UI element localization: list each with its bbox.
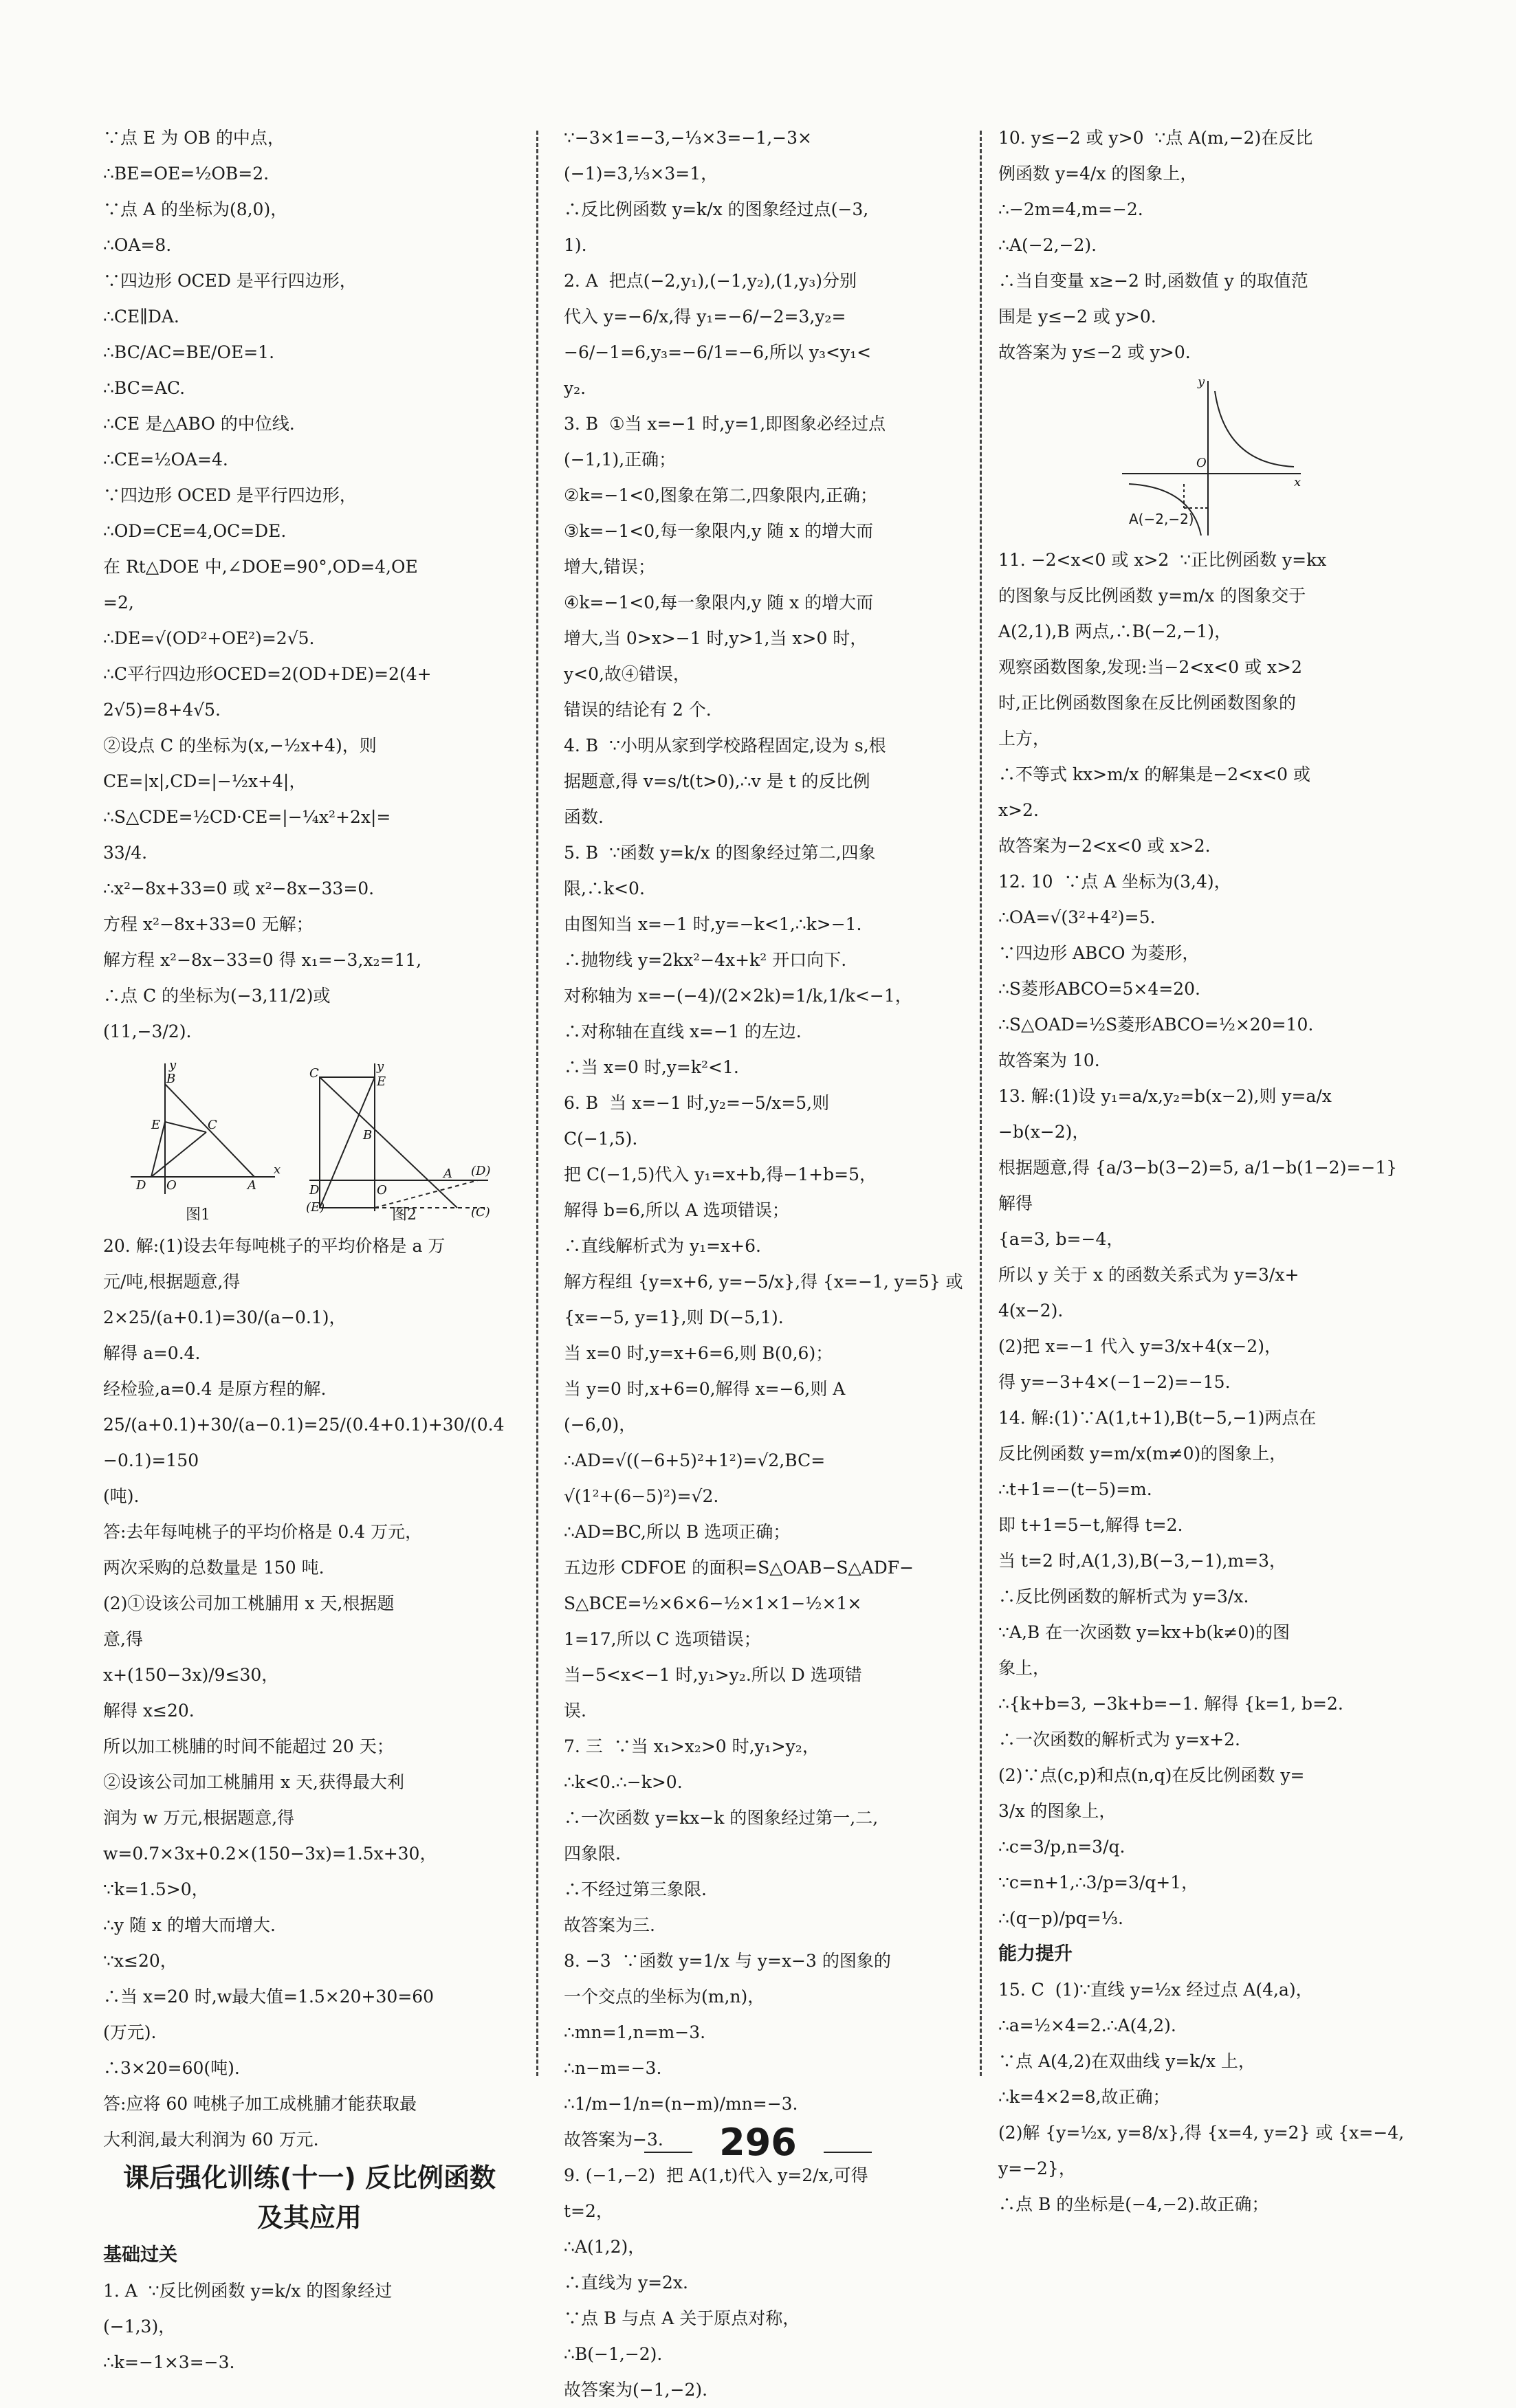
- figure-2-label: 图2: [392, 1206, 417, 1224]
- text-line: 根据题意,得 {a/3−b(3−2)=5, a/1−b(1−2)=−1} 解得: [998, 1158, 1403, 1213]
- text-line: ∴直线为 y=2x.: [564, 2273, 688, 2293]
- text-line: 元/吨,根据题意,得: [103, 1272, 241, 1292]
- text-line: 25/(a+0.1)+30/(a−0.1)=25/(0.4+0.1)+30/(0.4−0.1)=150: [103, 1415, 505, 1470]
- svg-text:B: B: [166, 1072, 176, 1086]
- text-line: C(−1,5).: [564, 1129, 638, 1149]
- text-line: 故答案为 y≤−2 或 y>0.: [998, 342, 1191, 362]
- text-line: 方程 x²−8x+33=0 无解；: [103, 914, 314, 934]
- text-line: 函数.: [564, 807, 604, 827]
- text-line: 解得 a=0.4.: [103, 1343, 201, 1363]
- text-line: ∴S菱形ABCO=5×4=20.: [998, 979, 1200, 999]
- text-line: ∴A(1,2)，: [564, 2237, 646, 2257]
- svg-text:(E): (E): [306, 1200, 325, 1215]
- text-line: 例函数 y=4/x 的图象上，: [998, 164, 1198, 184]
- text-line: ∵A,B 在一次函数 y=kx+b(k≠0)的图: [998, 1622, 1290, 1642]
- text-line: 增大,当 0>x>−1 时,y>1,当 x>0 时，: [564, 628, 868, 648]
- text-line: (−1,1),正确；: [564, 450, 677, 470]
- text-line: 反比例函数 y=m/x(m≠0)的图象上，: [998, 1444, 1287, 1463]
- text-line: 即 t+1=5−t,解得 t=2.: [998, 1515, 1183, 1535]
- svg-text:x: x: [274, 1162, 281, 1177]
- text-line: 4. B ∵小明从家到学校路程固定,设为 s,根: [564, 736, 886, 755]
- text-line: 当 x=0 时,y=x+6=6,则 B(0,6)；: [564, 1343, 833, 1363]
- text-line: 经检验,a=0.4 是原方程的解.: [103, 1379, 327, 1399]
- text-line: 2. A 把点(−2,y₁),(−1,y₂),(1,y₃)分别: [564, 271, 857, 291]
- text-line: ∴n−m=−3.: [564, 2058, 662, 2078]
- hyperbola-graph: [998, 371, 1411, 542]
- geometry-figures: [103, 1057, 516, 1222]
- text-line: ∴不经过第三象限.: [564, 1879, 707, 1899]
- text-line: 3/x 的图象上，: [998, 1801, 1117, 1821]
- text-line: ∵−3×1=−3,−⅓×3=−1,−3×: [564, 128, 812, 148]
- svg-text:A: A: [248, 1178, 256, 1193]
- text-line: ∴k=−1×3=−3.: [103, 2352, 235, 2372]
- text-line: ∴{k+b=3, −3k+b=−1. 解得 {k=1, b=2.: [998, 1694, 1343, 1714]
- text-line: ∴AD=√((−6+5)²+1²)=√2,BC=: [564, 1450, 826, 1470]
- text-line: 故答案为−2<x<0 或 x>2.: [998, 836, 1211, 856]
- text-line: ∴BC=AC.: [103, 378, 186, 398]
- text-line: (11,−3/2).: [103, 1021, 192, 1041]
- text-line: ∵x≤20，: [103, 1951, 177, 1971]
- text-line: 当 t=2 时,A(1,3),B(−3,−1),m=3，: [998, 1551, 1287, 1571]
- footer-dash-right: [824, 2152, 872, 2153]
- text-line: 意,得: [103, 1629, 143, 1649]
- text-line: 12. 10 ∵点 A 坐标为(3,4)，: [998, 872, 1231, 892]
- text-line: ∴一次函数的解析式为 y=x+2.: [998, 1730, 1240, 1749]
- page-footer: [0, 2121, 1516, 2164]
- svg-text:y: y: [377, 1059, 384, 1074]
- text-line: {a=3, b=−4，: [998, 1229, 1124, 1249]
- column-right: [998, 120, 1411, 2214]
- text-line: ∴x²−8x+33=0 或 x²−8x−33=0.: [103, 879, 375, 898]
- text-line: ∴一次函数 y=kx−k 的图象经过第一,二,: [564, 1808, 879, 1828]
- text-line: ∵点 E 为 OB 的中点，: [103, 128, 285, 148]
- svg-text:O: O: [377, 1183, 387, 1197]
- text-line: 所以 y 关于 x 的函数关系式为 y=3/x+: [998, 1265, 1299, 1285]
- text-line: ③k=−1<0,每一象限内,y 随 x 的增大而: [564, 521, 874, 541]
- svg-text:O: O: [1196, 456, 1207, 470]
- text-line: −6/−1=6,y₃=−6/1=−6,所以 y₃<y₁<: [564, 342, 872, 362]
- text-line: ∴当 x=20 时,w最大值=1.5×20+30=60: [103, 1987, 435, 2007]
- text-line: t=2，: [564, 2201, 613, 2221]
- text-line: √(1²+(6−5)²)=√2.: [564, 1486, 719, 1506]
- footer-dash-left: [644, 2152, 692, 2153]
- text-line: ∴mn=1,n=m−3.: [564, 2022, 706, 2042]
- text-line: 误.: [564, 1701, 586, 1721]
- text-line: (2)把 x=−1 代入 y=3/x+4(x−2)，: [998, 1336, 1282, 1356]
- text-line: ∵四边形 ABCO 为菱形，: [998, 943, 1200, 963]
- text-line: 故答案为 10.: [998, 1050, 1100, 1070]
- svg-text:C: C: [208, 1118, 217, 1132]
- text-line: CE=|x|,CD=|−½x+4|，: [103, 771, 307, 791]
- text-line: ∴直线解析式为 y₁=x+6.: [564, 1236, 761, 1256]
- section-title-line1: 课后强化训练(十一) 反比例函数: [123, 2163, 496, 2193]
- text-line: ∴对称轴在直线 x=−1 的左边.: [564, 1021, 802, 1041]
- text-line: ∴c=3/p,n=3/q.: [998, 1837, 1125, 1857]
- point-a-label: A(−2,−2): [1129, 511, 1194, 527]
- text-line: ∴S△CDE=½CD·CE=|−¼x²+2x|=: [103, 807, 391, 827]
- text-line: 故答案为−3.: [564, 2130, 663, 2150]
- text-line: ∴OD=CE=4,OC=DE.: [103, 521, 287, 541]
- text-line: ②k=−1<0,图象在第二,四象限内,正确；: [564, 485, 878, 505]
- text-line: ∵点 B 与点 A 关于原点对称，: [564, 2308, 800, 2328]
- text-line: 1).: [564, 235, 587, 255]
- text-line: ∴OA=8.: [103, 235, 172, 255]
- text-line: ∴当 x=0 时,y=k²<1.: [564, 1057, 739, 1077]
- text-line: ∴DE=√(OD²+OE²)=2√5.: [103, 628, 315, 648]
- text-line: ∴CE 是△ABO 的中位线.: [103, 414, 295, 434]
- text-line: ∵k=1.5>0，: [103, 1879, 209, 1899]
- text-line: 6. B 当 x=−1 时,y₂=−5/x=5,则: [564, 1093, 830, 1113]
- text-line: ∴S△OAD=½S菱形ABCO=½×20=10.: [998, 1015, 1314, 1035]
- text-line: (2)解 {y=½x, y=8/x},得 {x=4, y=2} 或 {x=−4, y=−2}，: [998, 2123, 1410, 2178]
- text-line: 解得 b=6,所以 A 选项错误；: [564, 1200, 789, 1220]
- text-line: ∴k<0.∴−k>0.: [564, 1772, 683, 1792]
- text-line: ∴反比例函数 y=k/x 的图象经过点(−3,: [564, 199, 869, 219]
- svg-text:A: A: [443, 1167, 452, 1181]
- text-line: (−6,0)，: [564, 1415, 637, 1435]
- text-line: ∴k=4×2=8,故正确；: [998, 2087, 1170, 2107]
- text-line: 解方程组 {y=x+6, y=−5/x},得 {x=−1, y=5} 或: [564, 1272, 963, 1292]
- text-line: 四象限.: [564, 1844, 621, 1864]
- svg-text:y: y: [1198, 375, 1205, 389]
- text-line: (万元).: [103, 2022, 157, 2042]
- text-line: 在 Rt△DOE 中,∠DOE=90°,OD=4,OE: [103, 557, 418, 577]
- text-line: ∵点 A(4,2)在双曲线 y=k/x 上，: [998, 2051, 1255, 2071]
- text-line: 故答案为三.: [564, 1915, 655, 1935]
- text-line: A(2,1),B 两点,∴B(−2,−1)，: [998, 621, 1232, 641]
- figure-diagrams: [103, 1057, 516, 1222]
- text-line: ∴A(−2,−2).: [998, 235, 1097, 255]
- text-line: 当−5<x<−1 时,y₁>y₂.所以 D 选项错: [564, 1665, 862, 1685]
- figure-1-label: 图1: [186, 1206, 210, 1224]
- text-line: ∴−2m=4,m=−2.: [998, 199, 1143, 219]
- text-line: ∵四边形 OCED 是平行四边形，: [103, 271, 357, 291]
- text-line: 7. 三 ∵当 x₁>x₂>0 时,y₁>y₂，: [564, 1736, 820, 1756]
- text-line: 2√5)=8+4√5.: [103, 700, 221, 720]
- text-line: 答:应将 60 吨桃子加工成桃脯才能获取最: [103, 2094, 417, 2114]
- text-line: 限,∴k<0.: [564, 879, 645, 898]
- text-line: 14. 解:(1)∵A(1,t+1),B(t−5,−1)两点在: [998, 1408, 1317, 1428]
- text-line: 9. (−1,−2) 把 A(1,t)代入 y=2/x,可得: [564, 2165, 868, 2185]
- text-line: ∴C平行四边形OCED=2(OD+DE)=2(4+: [103, 664, 432, 684]
- text-line: 5. B ∵函数 y=k/x 的图象经过第二,四象: [564, 843, 876, 863]
- text-line: ∴(q−p)/pq=⅓.: [998, 1908, 1123, 1928]
- text-line: 润为 w 万元,根据题意,得: [103, 1808, 295, 1828]
- text-line: 的图象与反比例函数 y=m/x 的图象交于: [998, 586, 1306, 606]
- text-line: y₂.: [564, 378, 586, 398]
- text-line: 3. B ①当 x=−1 时,y=1,即图象必经过点: [564, 414, 886, 434]
- column-divider-left: [536, 131, 538, 2076]
- text-line: 增大,错误；: [564, 557, 655, 577]
- svg-text:y: y: [169, 1058, 177, 1072]
- text-line: (2)∵点(c,p)和点(n,q)在反比例函数 y=: [998, 1765, 1305, 1785]
- text-line: (−1,3)，: [103, 2317, 176, 2337]
- subhead-basic: 基础过关: [103, 2244, 177, 2266]
- text-line: ②设该公司加工桃脯用 x 天,获得最大利: [103, 1772, 404, 1792]
- svg-text:D: D: [136, 1178, 146, 1193]
- text-line: 11. −2<x<0 或 x>2 ∵正比例函数 y=kx: [998, 550, 1327, 570]
- text-line: (−1)=3,⅓×3=1，: [564, 164, 718, 184]
- text-line: 2×25/(a+0.1)=30/(a−0.1)，: [103, 1307, 347, 1327]
- text-line: ∵点 A 的坐标为(8,0)，: [103, 199, 288, 219]
- text-line: ∴点 C 的坐标为(−3,11/2)或: [103, 986, 331, 1006]
- text-line: −b(x−2)，: [998, 1122, 1090, 1142]
- text-line: (2)①设该公司加工桃脯用 x 天,根据题: [103, 1593, 395, 1613]
- text-line: 故答案为(−1,−2).: [564, 2380, 708, 2400]
- text-line: 8. −3 ∵函数 y=1/x 与 y=x−3 的图象的: [564, 1951, 891, 1971]
- page-number: 296: [719, 2121, 797, 2164]
- svg-text:x: x: [1294, 475, 1301, 489]
- text-line: ∴B(−1,−2).: [564, 2344, 663, 2364]
- text-line: ④k=−1<0,每一象限内,y 随 x 的增大而: [564, 593, 874, 612]
- text-line: 据题意,得 v=s/t(t>0),∴v 是 t 的反比例: [564, 771, 870, 791]
- text-line: ∴反比例函数的解析式为 y=3/x.: [998, 1587, 1249, 1606]
- text-line: 得 y=−3+4×(−1−2)=−15.: [998, 1372, 1231, 1392]
- text-line: ∴当自变量 x≥−2 时,函数值 y 的取值范: [998, 271, 1308, 291]
- text-line: ∴BE=OE=½OB=2.: [103, 164, 270, 184]
- text-line: 对称轴为 x=−(−4)/(2×2k)=1/k,1/k<−1，: [564, 986, 912, 1006]
- text-line: ∴BC/AC=BE/OE=1.: [103, 342, 275, 362]
- text-line: S△BCE=½×6×6−½×1×1−½×1×: [564, 1593, 862, 1613]
- text-line: 把 C(−1,5)代入 y₁=x+b,得−1+b=5，: [564, 1164, 877, 1184]
- text-line: 10. y≤−2 或 y>0 ∵点 A(m,−2)在反比: [998, 128, 1313, 148]
- text-line: ∵c=n+1,∴3/p=3/q+1，: [998, 1873, 1199, 1892]
- text-line: 观察函数图象,发现:当−2<x<0 或 x>2: [998, 657, 1302, 677]
- text-line: ∴AD=BC,所以 B 选项正确；: [564, 1522, 791, 1542]
- text-line: 所以加工桃脯的时间不能超过 20 天；: [103, 1736, 394, 1756]
- svg-text:B: B: [363, 1128, 373, 1142]
- text-line: 33/4.: [103, 843, 148, 863]
- text-line: 两次采购的总数量是 150 吨.: [103, 1558, 325, 1578]
- text-line: y<0,故④错误，: [564, 664, 690, 684]
- column-left: [103, 120, 516, 2372]
- text-line: {x=−5, y=1},则 D(−5,1).: [564, 1307, 784, 1327]
- subhead-ability: 能力提升: [998, 1943, 1073, 1965]
- text-line: 答:去年每吨桃子的平均价格是 0.4 万元，: [103, 1522, 423, 1542]
- text-line: 上方，: [998, 729, 1051, 749]
- text-line: 1. A ∵反比例函数 y=k/x 的图象经过: [103, 2281, 393, 2301]
- text-line: 解方程 x²−8x−33=0 得 x₁=−3,x₂=11,: [103, 950, 422, 970]
- inverse-function-graph: [998, 371, 1411, 542]
- text-line: ∴t+1=−(t−5)=m.: [998, 1479, 1152, 1499]
- text-line: 4(x−2).: [998, 1301, 1064, 1321]
- text-line: (吨).: [103, 1486, 140, 1506]
- text-line: 错误的结论有 2 个.: [564, 700, 712, 720]
- column-divider-right: [980, 131, 982, 2076]
- text-line: 当 y=0 时,x+6=0,解得 x=−6,则 A: [564, 1379, 846, 1399]
- text-line: ∴1/m−1/n=(n−m)/mn=−3.: [564, 2094, 798, 2114]
- text-line: 围是 y≤−2 或 y>0.: [998, 307, 1156, 327]
- text-line: 20. 解:(1)设去年每吨桃子的平均价格是 a 万: [103, 1236, 446, 1256]
- text-line: ∴a=½×4=2.∴A(4,2).: [998, 2015, 1176, 2035]
- text-line: 一个交点的坐标为(m,n)，: [564, 1987, 765, 2007]
- svg-text:D: D: [309, 1183, 320, 1197]
- text-line: 时,正比例函数图象在反比例函数图象的: [998, 693, 1296, 713]
- text-line: 解得 x≤20.: [103, 1701, 195, 1721]
- text-line: 大利润,最大利润为 60 万元.: [103, 2130, 319, 2150]
- text-line: x>2.: [998, 800, 1039, 820]
- text-line: 代入 y=−6/x,得 y₁=−6/−2=3,y₂=: [564, 307, 846, 327]
- text-line: 五边形 CDFOE 的面积=S△OAB−S△ADF−: [564, 1558, 914, 1578]
- text-line: x+(150−3x)/9≤30，: [103, 1665, 279, 1685]
- svg-text:(C): (C): [471, 1205, 490, 1219]
- text-line: ∴CE=½OA=4.: [103, 450, 228, 470]
- text-line: 由图知当 x=−1 时,y=−k<1,∴k>−1.: [564, 914, 862, 934]
- text-line: ∴OA=√(3²+4²)=5.: [998, 907, 1156, 927]
- text-line: ∴不等式 kx>m/x 的解集是−2<x<0 或: [998, 764, 1311, 784]
- section-title-line2: 及其应用: [256, 2202, 362, 2233]
- text-line: 15. C (1)∵直线 y=½x 经过点 A(4,a)，: [998, 1980, 1313, 2000]
- text-line: 象上，: [998, 1658, 1051, 1678]
- text-line: ∴3×20=60(吨).: [103, 2058, 240, 2078]
- text-line: ∴CE∥DA.: [103, 307, 179, 327]
- svg-text:O: O: [166, 1178, 177, 1193]
- text-line: ∴抛物线 y=2kx²−4x+k² 开口向下.: [564, 950, 847, 970]
- text-line: ②设点 C 的坐标为(x,−½x+4)，则: [103, 736, 377, 755]
- text-line: =2,: [103, 593, 134, 612]
- text-line: 13. 解:(1)设 y₁=a/x,y₂=b(x−2),则 y=a/x: [998, 1086, 1332, 1106]
- svg-text:C: C: [309, 1066, 319, 1081]
- svg-text:(D): (D): [471, 1164, 491, 1178]
- svg-text:E: E: [377, 1074, 386, 1089]
- text-line: ∴点 B 的坐标是(−4,−2).故正确；: [998, 2194, 1269, 2214]
- svg-text:E: E: [151, 1118, 161, 1132]
- text-line: 1=17,所以 C 选项错误；: [564, 1629, 761, 1649]
- text-line: w=0.7×3x+0.2×(150−3x)=1.5x+30，: [103, 1844, 437, 1864]
- text-line: ∵四边形 OCED 是平行四边形，: [103, 485, 357, 505]
- text-line: ∴y 随 x 的增大而增大.: [103, 1915, 276, 1935]
